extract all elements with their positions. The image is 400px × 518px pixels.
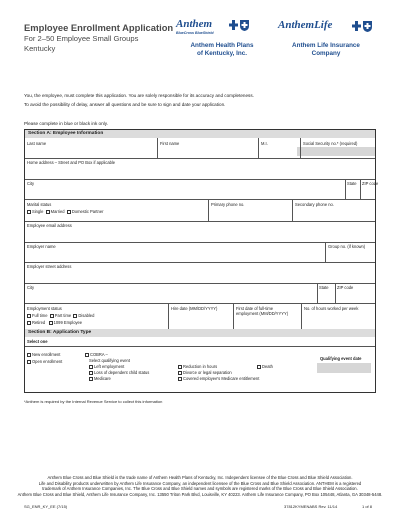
death-option <box>257 364 273 369</box>
retired-checkbox[interactable] <box>27 321 31 325</box>
first-date-label-line2: employment (MM/DD/YYYY) <box>236 311 289 316</box>
loss-child-status-option <box>89 370 149 375</box>
section-b-header: Section B: Application Type <box>25 329 375 337</box>
1099-employee-checkbox[interactable] <box>49 321 53 325</box>
hire-date-label: Hire date (MM/DD/YYYY) <box>171 306 218 311</box>
anthem-life-logo-text: AnthemLife <box>278 19 333 31</box>
footer-line4: Anthem Blue Cross and Blue Shield, Anthem Life Insurance Company, Inc. 13550 Triton Park Blvd, Louisville, KY 40223. Anthem Life Insurance Company, PO Box 105448, Atlanta, GA 30348-5448. <box>17 491 383 497</box>
employer-zip-label: ZIP code <box>337 285 354 290</box>
footnote: *Anthem is required by the Internal Revenue Service to collect this information <box>24 399 163 404</box>
cobra-checkbox[interactable] <box>85 353 89 357</box>
enrollment-form <box>24 129 379 393</box>
single-label: Single <box>32 209 44 214</box>
employer-state-label: State <box>319 285 329 290</box>
marital-status-label: Marital status <box>27 202 52 207</box>
death-checkbox[interactable] <box>257 365 261 369</box>
new-enrollment-label: New enrollment <box>32 352 61 357</box>
first-date-label-line1: First date of full-time <box>236 306 274 311</box>
company1-name <box>176 42 268 58</box>
married-checkbox[interactable] <box>46 210 50 214</box>
married-label: Married <box>50 209 65 214</box>
full-time-checkbox[interactable] <box>27 314 31 318</box>
loss-child-status-checkbox[interactable] <box>89 371 93 375</box>
state-label: State <box>347 181 357 186</box>
1099-employee-label: 1099 Employee <box>53 320 83 325</box>
intro-line1: You, the employee, must complete this application. You are solely responsible for its accuracy and completeness. <box>24 93 254 98</box>
divorce-option <box>178 370 232 375</box>
medicare-option <box>89 376 111 381</box>
full-time-label: Full time <box>32 313 48 318</box>
domestic-partner-checkbox[interactable] <box>67 210 71 214</box>
reduction-hours-checkbox[interactable] <box>178 365 182 369</box>
reduction-hours-option <box>178 364 217 369</box>
domestic-partner-label: Domestic Partner <box>71 209 104 214</box>
primary-phone-label: Primary phone no. <box>211 202 245 207</box>
new-enrollment-checkbox[interactable] <box>27 353 31 357</box>
divorce-label: Divorce or legal separation <box>183 370 232 375</box>
medicare-checkbox[interactable] <box>89 377 93 381</box>
covered-medicare-checkbox[interactable] <box>178 377 182 381</box>
open-enrollment-label: Open enrollment <box>32 359 63 364</box>
disabled-label: Disabled <box>78 313 95 318</box>
cobra-option <box>85 352 108 357</box>
retired-label: Retired <box>32 320 46 325</box>
home-address-label: Home address – Street and PO Box if applicable <box>27 160 116 165</box>
company2-line2: Company <box>311 50 341 57</box>
intro-line2: To avoid the possibility of delay, answer all questions and be sure to sign and date your application. <box>24 102 226 107</box>
covered-medicare-label: Covered employee's Medicare entitlement <box>183 376 260 381</box>
medicare-label: Medicare <box>94 376 111 381</box>
city-label: City <box>27 181 35 186</box>
employer-name-label: Employer name <box>27 244 56 249</box>
company1-line2: of Kentucky, Inc. <box>197 50 247 57</box>
open-enrollment-checkbox[interactable] <box>27 360 31 364</box>
mi-label: M.I. <box>261 141 268 146</box>
loss-child-status-label: Loss of dependent child status <box>94 370 150 375</box>
reduction-hours-label: Reduction in hours <box>183 364 218 369</box>
secondary-phone-label: Secondary phone no. <box>295 202 334 207</box>
hours-per-week-label: No. of hours worked per week <box>304 306 359 311</box>
form-subtitle: For 2–50 Employee Small Groups <box>24 34 139 43</box>
single-checkbox[interactable] <box>27 210 31 214</box>
select-one-label: Select one <box>27 339 48 344</box>
section-a-header: Section A: Employee Information <box>25 130 375 138</box>
ssn-label: Social Security no.* (required) <box>303 141 358 146</box>
qualifying-event-date-field[interactable] <box>317 363 371 373</box>
employer-city-label: City <box>27 285 35 290</box>
zip-label: ZIP code <box>362 181 379 186</box>
company1-line1: Anthem Health Plans <box>190 42 254 49</box>
company2-name <box>280 42 372 58</box>
cobra-label: COBRA – <box>90 352 108 357</box>
cross-shield-icon <box>228 20 250 31</box>
group-no-label: Group no. (if known) <box>328 244 366 249</box>
anthem-life-logo <box>278 19 376 39</box>
part-time-label: Part time <box>54 313 72 318</box>
employee-email-label: Employee email address <box>27 223 72 228</box>
qualifying-event-date-label: Qualifying event date <box>320 356 362 361</box>
part-time-checkbox[interactable] <box>50 314 54 318</box>
left-employment-label: Left employment <box>94 364 125 369</box>
anthem-bcbs-logo <box>176 18 268 40</box>
employment-options-row1 <box>27 313 94 318</box>
form-title: Employee Enrollment Application <box>24 22 174 33</box>
footer-legal <box>14 475 386 497</box>
cross-shield-icon <box>351 21 375 32</box>
form-code: 37812KYMENABS Rev. 11/14 <box>284 504 338 509</box>
page-number: 1 of 8 <box>362 504 373 509</box>
bcbs-logo-subtext: BlueCross BlueShield <box>176 31 214 35</box>
death-label: Death <box>262 364 273 369</box>
new-enrollment-option <box>27 352 60 357</box>
form-state: Kentucky <box>24 44 56 53</box>
left-employment-checkbox[interactable] <box>89 365 93 369</box>
employment-options-row2 <box>27 320 82 325</box>
anthem-logo-text: Anthem <box>176 18 213 30</box>
first-name-label: First name <box>160 141 180 146</box>
divorce-checkbox[interactable] <box>178 371 182 375</box>
footer-line3: trademark of Anthem Insurance Companies, Inc. The Blue Cross and Blue Shield names and symbols are registered marks of the Blue Cross and Blue Shield Association. <box>42 486 358 492</box>
intro-line3: Please complete in blue or black ink only. <box>24 121 108 126</box>
form-id: SG_ENR_KY_EE (7/15) <box>24 504 68 509</box>
disabled-checkbox[interactable] <box>73 314 77 318</box>
left-employment-option <box>89 364 124 369</box>
employment-status-label: Employment status <box>27 306 62 311</box>
employer-street-label: Employer street address <box>27 264 72 269</box>
last-name-label: Last name <box>27 141 47 146</box>
company2-line1: Anthem Life Insurance <box>292 42 360 49</box>
open-enrollment-option <box>27 359 62 364</box>
ssn-field[interactable] <box>297 147 375 156</box>
covered-medicare-option <box>178 376 259 381</box>
marital-options <box>27 209 103 214</box>
select-qualifying-label: Select qualifying event <box>89 358 130 363</box>
footer-line1: Anthem Blue Cross and Blue Shield is the trade name of Anthem Health Plans of Kentucky, Inc. Independent licensee of the Blue Cross and Blue Shield Association. <box>47 475 353 480</box>
footer-line2: Life and Disability products underwritten by Anthem Life Insurance Company, an independent licensee of the Blue Cross and Blue Shield Association. ANTHEM is a registered <box>38 480 362 486</box>
